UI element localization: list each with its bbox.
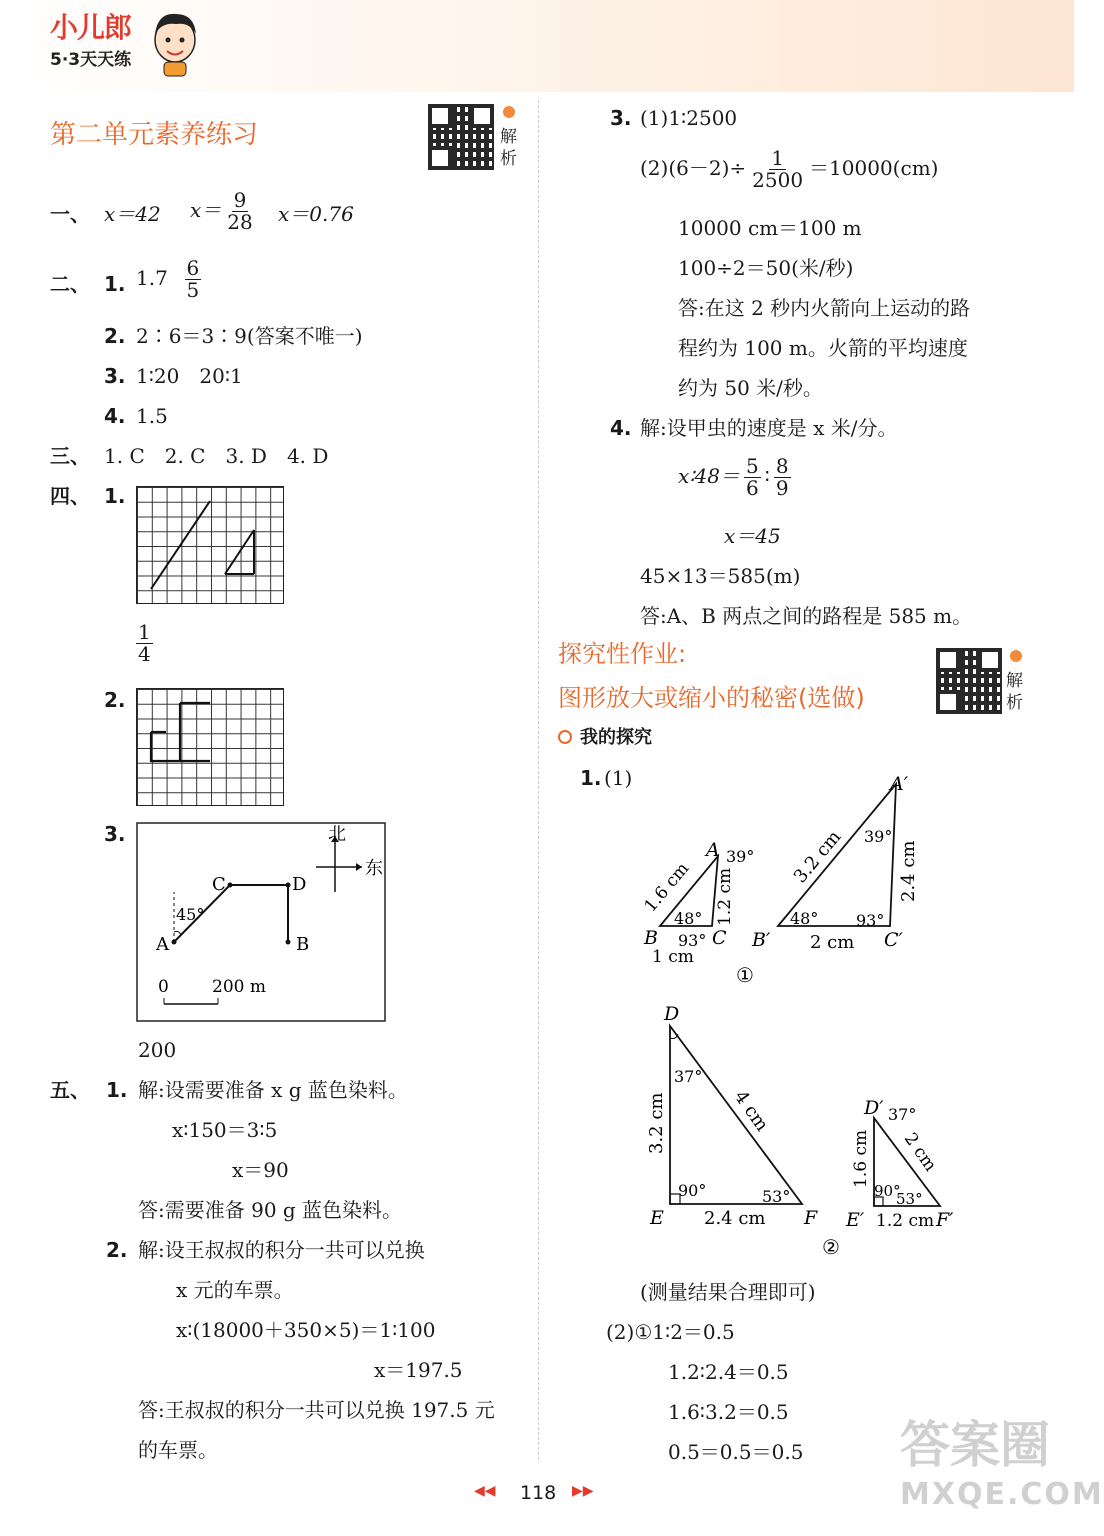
tri2-angE: 90° xyxy=(678,1181,707,1200)
tri1-ac: 1.2 cm xyxy=(715,867,735,926)
tri2b-F: F′ xyxy=(936,1209,954,1231)
s2-q1: 1.7 $\frac{6}{5}$ xyxy=(136,256,200,302)
section-title: 第二单元素养练习 xyxy=(50,120,259,150)
s2-q4: 1.5 xyxy=(136,404,168,428)
tri2b-D: D′ xyxy=(864,1097,884,1119)
tri1-B: B xyxy=(644,927,658,949)
map-point-d: D xyxy=(292,874,307,895)
watermark-logo: 答案圈 xyxy=(900,1416,1050,1474)
map-north-label: 北 xyxy=(328,824,346,845)
s5-q1-l2: x∶150＝3∶5 xyxy=(172,1118,278,1142)
tri1b-ab: 3.2 cm xyxy=(789,826,846,888)
r-q3-ans3: 约为 50 米/秒。 xyxy=(678,376,823,400)
s2-q3-no: 3. xyxy=(104,364,126,388)
series-label: 5·3天天练 xyxy=(50,50,132,70)
triangles-figure-1 xyxy=(640,770,930,990)
triangles-figure-2 xyxy=(640,1000,970,1260)
r-q4-no: 4. xyxy=(610,416,632,440)
r-q3-l4: 100÷2＝50(米/秒) xyxy=(678,256,854,280)
tri1-A: A xyxy=(706,839,720,861)
s5-q2-l1: 解:设王叔叔的积分一共可以兑换 xyxy=(138,1238,425,1262)
tri2-angF: 53° xyxy=(762,1187,791,1206)
play-icon-2 xyxy=(1010,650,1022,662)
explore-bullet-icon xyxy=(558,730,572,744)
r-q4-l1: 解:设甲虫的速度是 x 米/分。 xyxy=(640,416,898,440)
section-label-3: 三、 xyxy=(50,444,90,468)
tri2-D: D xyxy=(664,1003,680,1025)
s4-q3-answer: 200 xyxy=(138,1038,177,1062)
explore-title-2: 图形放大或缩小的秘密(选做) xyxy=(558,684,865,712)
qr-code-icon-2[interactable] xyxy=(936,648,1002,714)
s5-q2-l4: x＝197.5 xyxy=(374,1358,463,1382)
map-point-c: C xyxy=(212,874,226,895)
section-label-5: 五、 xyxy=(50,1078,90,1102)
tri1-C: C xyxy=(712,927,727,949)
map-point-a: A xyxy=(156,934,169,955)
tri1b-A: A′ xyxy=(890,773,909,795)
qr-label-2: 解析 xyxy=(1006,671,1023,713)
s2-q4-no: 4. xyxy=(104,404,126,428)
explore-q1-no: 1. xyxy=(580,766,602,790)
grid1-drawing xyxy=(136,486,284,604)
tri2b-ef: 1.2 cm xyxy=(876,1211,935,1231)
s1-eq1: x＝42 xyxy=(104,202,161,226)
r-q4-l5: 答:A、B 两点之间的路程是 585 m。 xyxy=(640,604,973,628)
tri2-df: 4 cm xyxy=(729,1086,773,1136)
r-q4-l4: 45×13＝585(m) xyxy=(640,564,801,588)
tri1b-B: B′ xyxy=(752,929,771,951)
s4-q2-no: 2. xyxy=(104,688,126,712)
explore-subtitle: 我的探究 xyxy=(580,727,652,748)
tri1b-C: C′ xyxy=(884,929,903,951)
r-q3-ans1: 答:在这 2 秒内火箭向上运动的路 xyxy=(678,296,971,320)
r-q4-l2: x∶48＝ $\frac{5}{6}$ ∶ $\frac{8}{9}$ xyxy=(678,454,789,500)
column-divider xyxy=(538,100,539,1460)
tri2b-angF: 53° xyxy=(896,1190,923,1208)
r-q3-l3: 10000 cm＝100 m xyxy=(678,216,862,240)
s2-q3: 1∶20 20∶1 xyxy=(136,364,243,388)
tri1b-angA: 39° xyxy=(864,827,893,846)
s5-q1-l4: 答:需要准备 90 g 蓝色染料。 xyxy=(138,1198,403,1222)
s3-answers: 1. C 2. C 3. D 4. D xyxy=(104,444,329,468)
r-q4-l3: x＝45 xyxy=(724,524,781,548)
section-label-4: 四、 xyxy=(50,484,90,508)
tri1b-ac: 2.4 cm xyxy=(898,840,919,902)
explore-title-1: 探究性作业: xyxy=(558,640,687,668)
tri2b-de: 1.6 cm xyxy=(851,1129,871,1188)
s4-q3-no: 3. xyxy=(104,822,126,846)
tri1-bc: 1 cm xyxy=(652,947,694,967)
s1-eq3: x＝0.76 xyxy=(278,202,354,226)
map-angle: 45° xyxy=(176,905,205,924)
watermark-url: MXQE.COM xyxy=(900,1477,1104,1512)
s1-eq2: x＝ $\frac{9}{28}$ xyxy=(190,188,253,234)
tri2b-angE: 90° xyxy=(874,1182,901,1200)
tri2b-df: 2 cm xyxy=(899,1129,941,1176)
s5-q2-l5: 答:王叔叔的积分一共可以兑换 197.5 元 xyxy=(138,1398,495,1422)
tri1-angB: 48° xyxy=(674,909,703,928)
tri2-angD: 37° xyxy=(674,1067,703,1086)
tri1b-angC: 93° xyxy=(856,911,885,930)
s4-q1-no: 1. xyxy=(104,484,126,508)
r-q3-ans2: 程约为 100 m。火箭的平均速度 xyxy=(678,336,968,360)
explore-note: (测量结果合理即可) xyxy=(640,1280,816,1304)
s2-q2-no: 2. xyxy=(104,324,126,348)
tri1b-angB: 48° xyxy=(790,909,819,928)
tri2-F: F xyxy=(804,1207,818,1229)
tri2b-angD: 37° xyxy=(888,1105,917,1124)
explore-q1-part: (1) xyxy=(604,766,633,790)
prev-page-icon[interactable]: ◀◀ xyxy=(474,1483,496,1499)
r-q3-l2: (2)(6－2)÷ $\frac{1}{2500}$ ＝10000(cm) xyxy=(640,146,939,192)
section-label-2: 二、 xyxy=(50,272,90,296)
grid2-drawing xyxy=(136,688,284,806)
tri1-ab: 1.6 cm xyxy=(640,858,694,917)
s5-q1-l3: x＝90 xyxy=(232,1158,289,1182)
map-point-b: B xyxy=(296,934,310,955)
explore-p2-l2: 1.2∶2.4＝0.5 xyxy=(668,1360,789,1384)
tri1b-bc: 2 cm xyxy=(810,932,855,953)
page-number: 118 xyxy=(520,1482,557,1504)
tri2-de: 3.2 cm xyxy=(646,1092,667,1154)
explore-p2-l3: 1.6∶3.2＝0.5 xyxy=(668,1400,789,1424)
s5-q2-l2: x 元的车票。 xyxy=(176,1278,294,1302)
s4-q1-fraction: $\frac{1}{4}$ xyxy=(138,620,151,666)
play-icon xyxy=(503,106,515,118)
mascot-icon xyxy=(150,6,200,78)
tri2b-E: E′ xyxy=(846,1209,865,1231)
explore-p2-l4: 0.5＝0.5＝0.5 xyxy=(668,1440,804,1464)
s5-q1-l1: 解:设需要准备 x g 蓝色染料。 xyxy=(138,1078,408,1102)
figure-marker-1: ① xyxy=(736,963,754,987)
figure-marker-2: ② xyxy=(822,1235,840,1259)
s2-q1-no: 1. xyxy=(104,272,126,296)
brand-logo: 小儿郎 xyxy=(50,11,132,44)
map-scale-length: 200 m xyxy=(212,977,266,997)
s5-q1-no: 1. xyxy=(106,1078,128,1102)
r-q3-no: 3. xyxy=(610,106,632,130)
section-label-1: 一、 xyxy=(50,202,90,226)
qr-label: 解析 xyxy=(500,127,517,169)
tri2-ef: 2.4 cm xyxy=(704,1208,766,1229)
s2-q2: 2∶6＝3∶9(答案不唯一) xyxy=(136,324,363,348)
map-figure xyxy=(136,822,386,1022)
s5-q2-l3: x∶(18000＋350×5)＝1∶100 xyxy=(176,1318,436,1342)
s5-q2-l6: 的车票。 xyxy=(138,1438,218,1462)
map-east-label: 东 xyxy=(365,858,383,879)
qr-code-icon[interactable] xyxy=(428,104,494,170)
next-page-icon[interactable]: ▶▶ xyxy=(572,1483,594,1499)
tri1-angA: 39° xyxy=(726,847,755,866)
s5-q2-no: 2. xyxy=(106,1238,128,1262)
explore-p2-l1: (2)①1∶2＝0.5 xyxy=(606,1320,735,1344)
map-scale-zero: 0 xyxy=(158,977,169,997)
r-q3-l1: (1)1∶2500 xyxy=(640,106,738,130)
tri2-E: E xyxy=(650,1207,664,1229)
tri1-angC: 93° xyxy=(678,931,707,950)
